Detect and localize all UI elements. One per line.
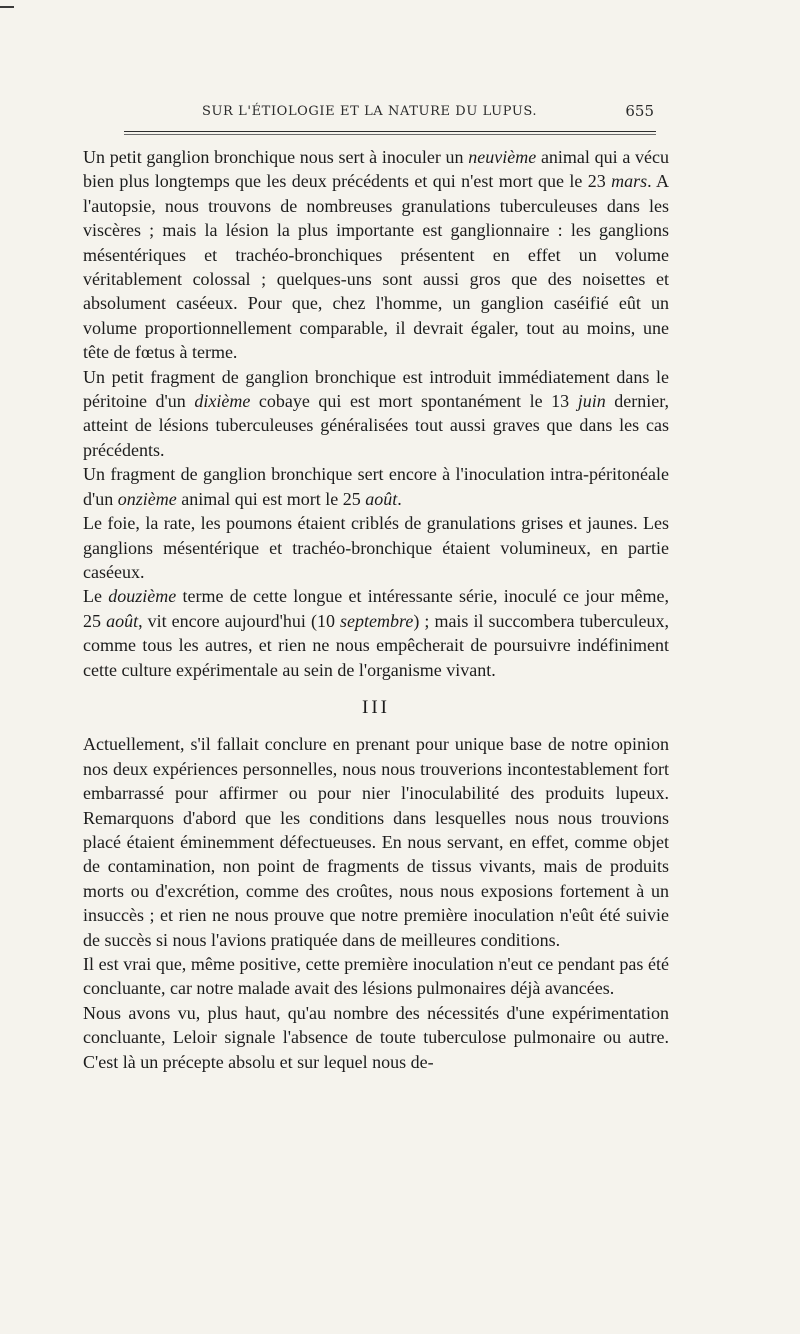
body-text <box>83 145 669 1074</box>
paragraph: Il est vrai que, même positive, cette première inoculation n'eut ce pendant pas été concluante, car notre malade avait des lésions pulmonaires déjà avancées. <box>83 954 669 999</box>
paragraph: Un petit fragment de ganglion bronchique est introduit immédiatement dans le péritoine d'un dixième cobaye qui est mort spontanément le 13 juin dernier, atteint de lésions tuberculeuses généralisées tout aussi graves que dans les cas précédents. <box>83 366 670 460</box>
running-title: SUR L'ÉTIOLOGIE ET LA NATURE DU LUPUS. <box>202 104 538 119</box>
header-rule-thin <box>124 134 656 135</box>
paragraph: Nous avons vu, plus haut, qu'au nombre des nécessités d'une expérimentation concluante, Leloir signale l'absence de toute tuberculose pulmonaire ou autre. C'est là un précepte absolu et sur lequel nous de- <box>83 1002 669 1072</box>
page-number: 655 <box>625 102 654 120</box>
header-rule <box>124 131 656 132</box>
paragraph: Un petit ganglion bronchique nous sert à inoculer un neuvième animal qui a vécu bien plus longtemps que les deux précédents et qui n'est mort que le 23 mars. A l'autopsie, nous trouvons de nombreuses granulations tuberculeuses dans les viscères ; mais la lésion la plus importante est ganglionnaire : les ganglions mésentériques et trachéo-bronchiques présentent en effet un volume véritablement colossal ; quelques-uns sont aussi gros que des noisettes et absolument caséeux. Pour que, chez l'homme, un ganglion caséifié eût un volume proportionnellement comparable, il devrait égaler, tout au moins, une tête de fœtus à terme. <box>83 147 670 363</box>
paragraph: Actuellement, s'il fallait conclure en prenant pour unique base de notre opinion nos deux expériences personnelles, nous nous trouverions incontestablement fort embarrassé pour affirmer ou pour nier l'inoculabilité des produits lupeux. Remarquons d'abord que les conditions dans lesquelles nous nous trouvions placé étaient éminemment défectueuses. En nous servant, en effet, comme objet de contamination, non point de fragments de tissus vivants, mais de produits morts ou d'excrétion, comme des croûtes, nous nous exposions fortement à un insuccès ; et rien ne nous prouve que notre première inoculation n'eût été suivie de succès si nous l'avions pratiquée dans de meilleures conditions. <box>83 734 669 950</box>
paragraph: Un fragment de ganglion bronchique sert encore à l'inoculation intra-péritonéale d'un onzième animal qui est mort le 25 août. <box>83 464 669 509</box>
section-heading: III <box>362 696 390 718</box>
scan-mark <box>0 6 14 8</box>
paragraph: Le foie, la rate, les poumons étaient criblés de granulations grises et jaunes. Les ganglions mésentérique et trachéo-bronchique étaient volumineux, en partie caséeux. <box>83 513 669 582</box>
paragraph: Le douzième terme de cette longue et intéressante série, inoculé ce jour même, 25 août, vit encore aujourd'hui (10 septembre) ; mais il succombera tuberculeux, comme tous les autres, et rien ne nous empêcherait de poursuivre indéfiniment cette culture expérimentale au sein de l'organisme vivant. <box>83 586 670 680</box>
page-header <box>84 100 654 124</box>
